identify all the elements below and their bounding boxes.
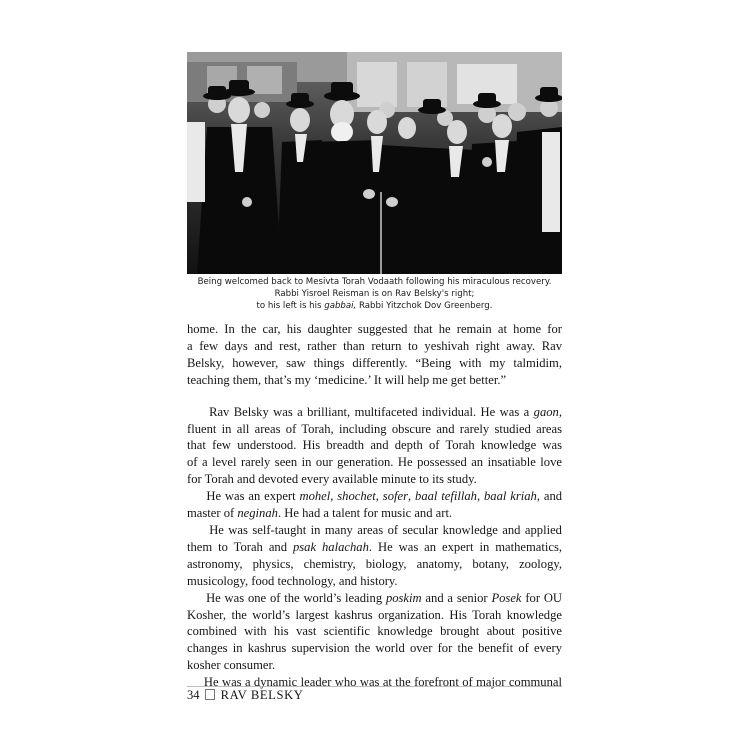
text-line: combined with his vast scientific knowledge brought about positive: [187, 624, 562, 639]
paragraph-brilliant: [187, 404, 562, 489]
text-line: for Torah and devoted every available minute to its study.: [187, 472, 477, 487]
running-title: RAV BELSKY: [220, 688, 304, 702]
text-line: master of neginah. He had a talent for music and art.: [187, 506, 453, 521]
photo-caption: [187, 276, 562, 313]
text-line: Rav Belsky was a brilliant, multifaceted individual. He was a gaon,: [209, 404, 562, 419]
text-line: musicology, food technology, and history.: [187, 573, 398, 588]
text-line: a few days and rest, rather than return to yeshivah right away. Rav: [187, 338, 562, 353]
footer-rule: [187, 686, 562, 687]
text-line: astronomy, physics, chemistry, biology, anatomy, botany, zoology,: [187, 556, 562, 571]
text-line: He was a dynamic leader who was at the forefront of major communal: [203, 675, 562, 690]
text-line: home. In the car, his daughter suggested that he remain at home for: [187, 322, 562, 336]
page-number: 34: [187, 688, 200, 702]
text-line: teaching them, that’s my ‘medicine.’ It will help me get better.”: [187, 372, 507, 387]
paragraph-home: [187, 321, 562, 389]
caption-line: Being welcomed back to Mesivta Torah Vodaath following his miraculous recovery.: [197, 277, 552, 287]
text-line: Belsky, however, saw things differently. “Being with my talmidim,: [187, 355, 562, 370]
text-line: He was self-taught in many areas of secular knowledge and applied: [209, 522, 562, 537]
text-line: kosher consumer.: [187, 658, 276, 673]
text-line: of a level rarely seen in our generation. He possessed an insatiable love: [187, 455, 562, 470]
text-line: changes in kashrus supervision the world over for the benefit of every: [187, 641, 562, 656]
page-footer: [187, 688, 303, 703]
body-text: [187, 321, 562, 691]
text-line: that few understood. His breadth and depth of Torah knowledge was: [187, 438, 562, 453]
caption-line: to his left is his gabbai, Rabbi Yitzchok Dov Greenberg.: [256, 301, 493, 312]
text-line: fluent in all areas of Torah, including obscure and rarely studied areas: [187, 421, 562, 436]
text-line: Kosher, the world’s largest kashrus organization. His Torah knowledge: [187, 607, 562, 622]
paragraph-poskim: [187, 590, 562, 675]
text-line: them to Torah and psak halachah. He was an expert in mathematics,: [187, 539, 562, 554]
caption-line: Rabbi Yisroel Reisman is on Rav Belsky's right;: [274, 289, 475, 300]
paragraph-expert: [187, 488, 562, 522]
paragraph-self-taught: [187, 522, 562, 590]
photo-rav-belsky-welcome: [187, 52, 562, 274]
square-ornament-icon: [205, 689, 215, 700]
text-line: He was an expert mohel, shochet, sofer, baal tefillah, baal kriah, and: [206, 489, 562, 504]
text-line: He was one of the world’s leading poskim and a senior Posek for OU: [206, 590, 562, 605]
